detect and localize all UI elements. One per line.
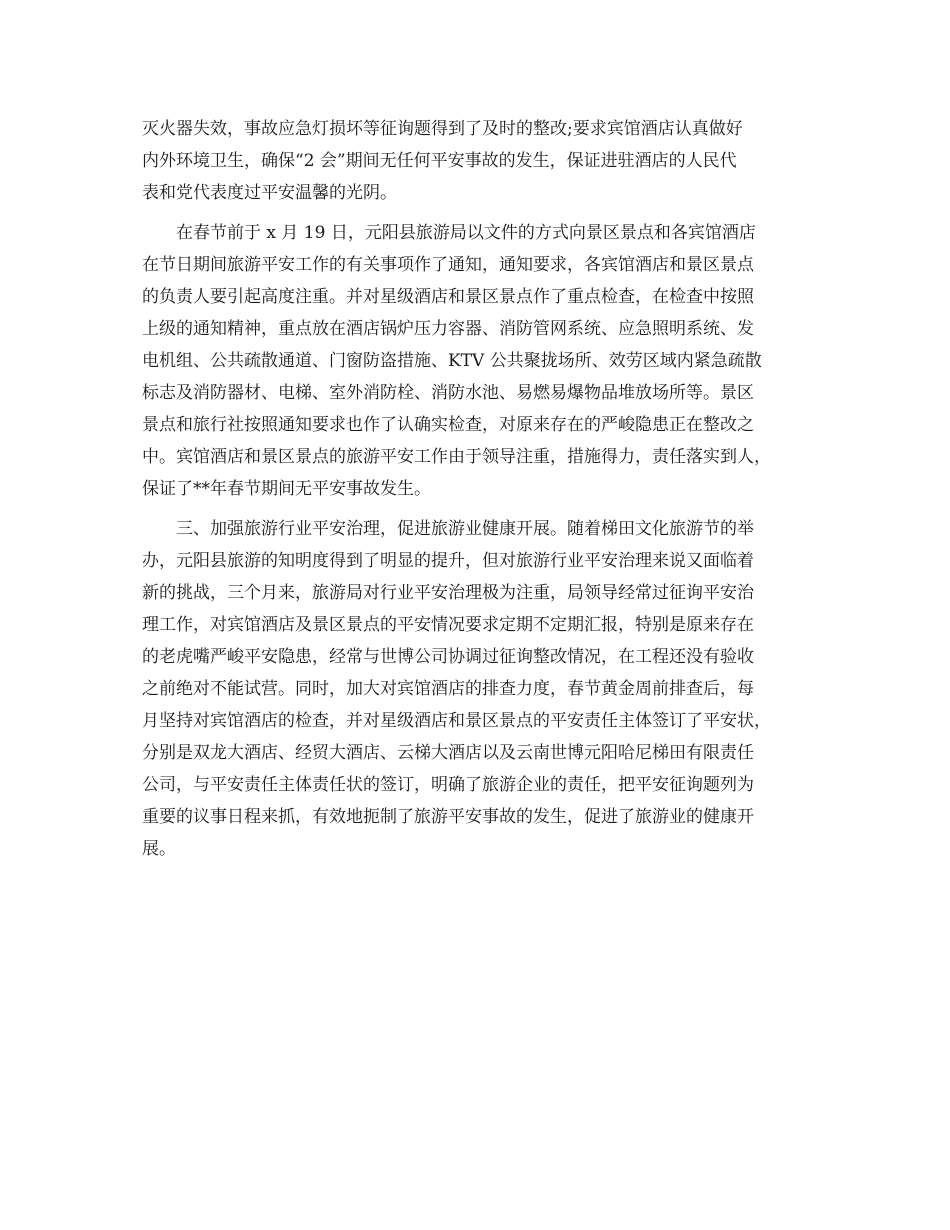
text-line: 办，元阳县旅游的知明度得到了明显的提升，但对旅游行业平安治理来说又面临着 xyxy=(142,551,754,571)
text-line: 之前绝对不能试营。同时，加大对宾馆酒店的排查力度，春节黄金周前排查后，每 xyxy=(142,679,754,699)
text-line: 标志及消防器材、电梯、室外消防栓、消防水池、易燃易爆物品堆放场所等。景区 xyxy=(142,383,754,403)
text-line: 的负责人要引起高度注重。并对星级酒店和景区景点作了重点检查，在检查中按照 xyxy=(142,287,754,307)
paragraph xyxy=(142,113,822,209)
text-line: 理工作，对宾馆酒店及景区景点的平安情况要求定期不定期汇报，特别是原来存在 xyxy=(142,615,754,635)
document-body xyxy=(142,113,822,865)
text-line: 在春节前于 x 月 19 日，元阳县旅游局以文件的方式向景区景点和各宾馆酒店 xyxy=(142,223,756,243)
paragraph-gap xyxy=(142,505,822,513)
text-line: 公司，与平安责任主体责任状的签订，明确了旅游企业的责任，把平安征询题列为 xyxy=(142,775,754,795)
text-line: 表和党代表度过平安温馨的光阴。 xyxy=(142,183,397,203)
text-line: 电机组、公共疏散通道、门窗防盗措施、KTV 公共聚拢场所、效劳区域内紧急疏散 xyxy=(142,351,762,371)
text-line: 的老虎嘴严峻平安隐患，经常与世博公司协调过征询整改情况，在工程还没有验收 xyxy=(142,647,754,667)
text-line: 展。 xyxy=(142,839,176,859)
text-line: 月坚持对宾馆酒店的检查，并对星级酒店和景区景点的平安责任主体签订了平安状， xyxy=(142,711,771,731)
paragraph xyxy=(142,513,822,865)
paragraph-gap xyxy=(142,209,822,217)
text-line: 灭火器失效，事故应急灯损坏等征询题得到了及时的整改;要求宾馆酒店认真做好 xyxy=(142,119,743,139)
text-line: 新的挑战，三个月来，旅游局对行业平安治理极为注重，局领导经常过征询平安治 xyxy=(142,583,754,603)
text-line: 重要的议事日程来抓，有效地扼制了旅游平安事故的发生，促进了旅游业的健康开 xyxy=(142,807,754,827)
paragraph xyxy=(142,217,822,505)
text-line: 保证了**年春节期间无平安事故发生。 xyxy=(142,479,431,499)
text-line: 中。宾馆酒店和景区景点的旅游平安工作由于领导注重，措施得力，责任落实到人， xyxy=(142,447,771,467)
text-line: 上级的通知精神，重点放在酒店锅炉压力容器、消防管网系统、应急照明系统、发 xyxy=(142,319,754,339)
text-line: 在节日期间旅游平安工作的有关事项作了通知，通知要求，各宾馆酒店和景区景点 xyxy=(142,255,754,275)
text-line: 内外环境卫生，确保“2 会”期间无任何平安事故的发生，保证进驻酒店的人民代 xyxy=(142,151,737,171)
text-line: 三、加强旅游行业平安治理，促进旅游业健康开展。随着梯田文化旅游节的举 xyxy=(142,519,754,539)
text-line: 景点和旅行社按照通知要求也作了认确实检查，对原来存在的严峻隐患正在整改之 xyxy=(142,415,754,435)
text-line: 分别是双龙大酒店、经贸大酒店、云梯大酒店以及云南世博元阳哈尼梯田有限责任 xyxy=(142,743,754,763)
